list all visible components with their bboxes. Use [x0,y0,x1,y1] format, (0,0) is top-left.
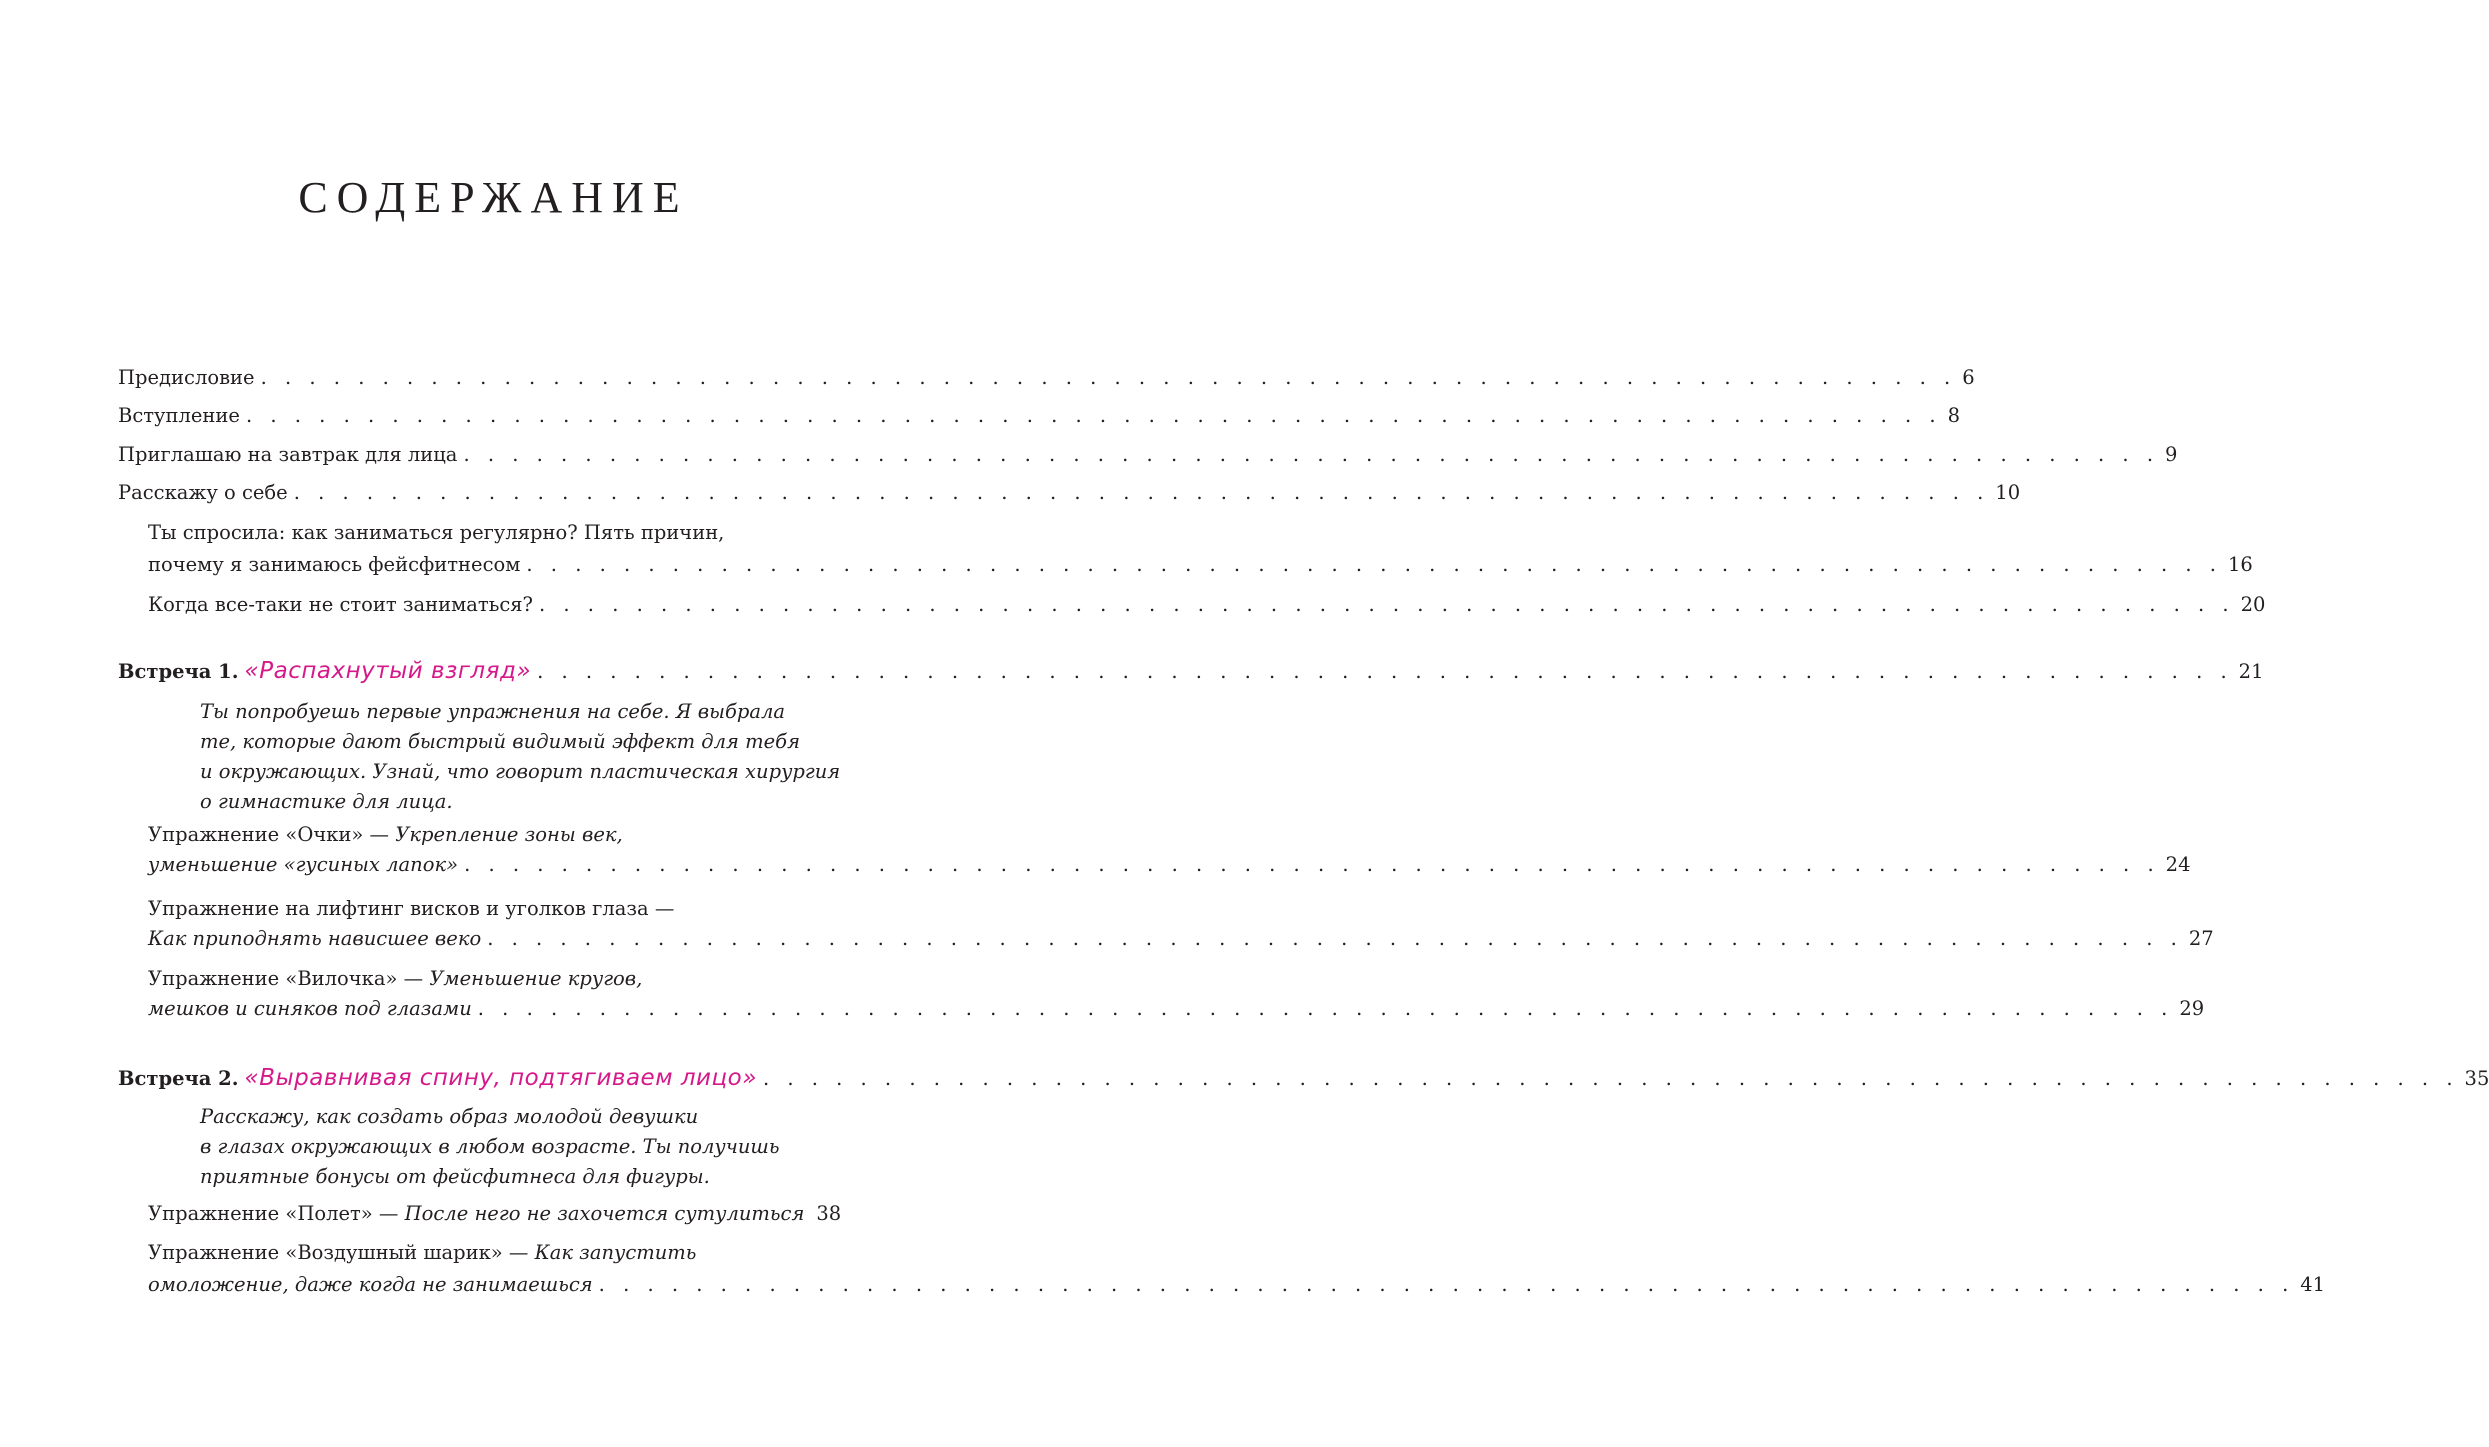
description-line: Расскажу, как создать образ молодой девушки [200,1105,699,1128]
exercise-desc: После него не захочется сутулиться [404,1202,805,1225]
page-number: 8 [1947,404,1960,427]
page-number: 38 [816,1202,842,1225]
exercise-desc: Уменьшение кругов, [429,967,643,990]
description-line: о гимнастике для лица. [200,790,453,813]
dot-leader: . . . . . . . . . . . . . . . . . . . . . . . . . . . . . . . . . . . . . . . . . . . . . . . . . . . . . . . . . . . . . . . . . . . . . . [762,1067,2459,1090]
exercise-name: Упражнение «Вилочка» [148,967,398,990]
page-title: СОДЕРЖАНИЕ [298,173,689,222]
exercise-desc: Укрепление зоны век, [395,823,623,846]
toc-exercise-glasses-line1[interactable] [148,823,623,847]
exercise-desc: Как запустить [534,1241,697,1264]
dot-leader: . . . . . . . . . . . . . . . . . . . . . . . . . . . . . . . . . . . . . . . . . . . . . . . . . . . . . . . . . . . . . . . . . . . . . . [477,997,2174,1020]
exercise-desc: Как приподнять нависшее веко [148,927,482,950]
page-number: 24 [2165,853,2191,876]
exercise-desc: мешков и синяков под глазами [148,997,472,1020]
description-line: Ты попробуешь первые упражнения на себе. Я выбрала [200,700,785,723]
toc-entry-about[interactable] [118,481,2021,505]
chapter-prefix: Встреча 1. [118,660,239,683]
chapter-description [200,697,841,817]
description-line: и окружающих. Узнай, что говорит пластическая хирургия [200,760,841,783]
toc-exercise-balloon-line1[interactable] [148,1241,696,1265]
toc-entry-why-line1[interactable]: Ты спросила: как заниматься регулярно? Пять причин, [148,521,725,544]
toc-exercise-fork-line1[interactable] [148,967,642,991]
description-line: те, которые дают быстрый видимый эффект для тебя [200,730,800,753]
exercise-name: Упражнение «Очки» [148,823,364,846]
exercise-name: Упражнение «Воздушный шарик» [148,1241,503,1264]
toc-entry-label: Приглашаю на завтрак для лица [118,443,458,466]
toc-exercise-balloon[interactable] [148,1273,2326,1297]
exercise-desc: омоложение, даже когда не занимаешься [148,1273,593,1296]
chapter-prefix: Встреча 2. [118,1067,239,1090]
page-number: 35 [2464,1067,2489,1090]
page-number: 6 [1962,366,1975,389]
toc-entry-label: почему я занимаюсь фейсфитнесом [148,553,521,576]
description-line: в глазах окружающих в любом возрасте. Ты получишь [200,1135,780,1158]
toc-entry-label: Предисловие [118,366,255,389]
toc-entry-why[interactable] [148,553,2253,577]
toc-exercise-fork[interactable] [148,997,2205,1021]
dot-leader: . . . . . . . . . . . . . . . . . . . . . . . . . . . . . . . . . . . . . . . . . . . . . . . . . . . . . . . . . . . . . . . . . . . . . . [245,404,1942,427]
page-number: 41 [2300,1273,2326,1296]
page-number: 21 [2238,660,2264,683]
dot-leader: . . . . . . . . . . . . . . . . . . . . . . . . . . . . . . . . . . . . . . . . . . . . . . . . . . . . . . . . . . . . . . . . . . . . . . [487,927,2183,950]
page-number: 9 [2165,443,2178,466]
toc-chapter-meeting-2[interactable] [118,1065,2489,1091]
chapter-description [200,1102,820,1192]
dot-leader: . . . . . . . . . . . . . . . . . . . . . . . . . . . . . . . . . . . . . . . . . . . . . . . . . . . . . . . . . . . . . . . . . . . . . . [539,593,2235,616]
dot-leader: . . . . . . . . . . . . . . . . . . . . . . . . . . . . . . . . . . . . . . . . . . . . . . . . . . . . . . . . . . . . . . . . . . . . . . [293,481,1990,504]
toc-entry-label: Расскажу о себе [118,481,288,504]
exercise-name: Упражнение «Полет» [148,1202,373,1225]
toc-entry-label: Когда все-таки не стоит заниматься? [148,593,534,616]
exercise-dash: — [363,823,396,846]
toc-entry-intro[interactable] [118,404,1960,428]
exercise-dash: — [502,1241,535,1264]
exercise-desc: уменьшение «гусиных лапок» [148,853,459,876]
page-number: 20 [2240,593,2266,616]
toc-entry-label: Вступление [118,404,240,427]
chapter-title: «Выравнивая спину, подтягиваем лицо» [244,1065,757,1091]
dot-leader: . . . . . . . . . . . . . . . . . . . . . . . . . . . . . . . . . . . . . . . . . . . . . . . . . . . . . . . . . . . . . . . . . . . . . . [260,366,1957,389]
dot-leader: . . . . . . . . . . . . . . . . . . . . . . . . . . . . . . . . . . . . . . . . . . . . . . . . . . . . . . . . . . . . . . . . . . . . . . [598,1273,2295,1296]
dot-leader: . . . . . . . . . . . . . . . . . . . . . . . . . . . . . . . . . . . . . . . . . . . . . . . . . . . . . . . . . . . . . . . . . . . . . . [537,660,2233,683]
toc-entry-preface[interactable] [118,366,1975,390]
page-number: 10 [1995,481,2021,504]
toc-entry-breakfast[interactable] [118,443,2178,467]
chapter-title: «Распахнутый взгляд» [244,658,532,684]
toc-exercise-glasses[interactable] [148,853,2191,877]
dot-leader: . . . . . . . . . . . . . . . . . . . . . . . . . . . . . . . . . . . . . . . . . . . . . . . . . . . . . . . . . . . . . . . . . . . . . . [526,553,2222,576]
toc-exercise-temple-line1[interactable]: Упражнение на лифтинг висков и уголков глаза — [148,897,675,920]
exercise-dash: — [397,967,430,990]
description-line: приятные бонусы от фейсфитнеса для фигуры. [200,1165,710,1188]
page-number: 16 [2228,553,2253,576]
toc-entry-when-not[interactable] [148,593,2266,617]
exercise-dash: — [372,1202,405,1225]
toc-exercise-flight[interactable] [148,1202,840,1226]
toc-chapter-meeting-1[interactable] [118,658,2264,684]
page-number: 29 [2179,997,2205,1020]
dot-leader: . . . . . . . . . . . . . . . . . . . . . . . . . . . . . . . . . . . . . . . . . . . . . . . . . . . . . . . . . . . . . . . . . . . . . . [463,443,2160,466]
toc-exercise-temple[interactable] [148,927,2214,951]
dot-leader: . . . . . . . . . . . . . . . . . . . . . . . . . . . . . . . . . . . . . . . . . . . . . . . . . . . . . . . . . . . . . . . . . . . . . . [464,853,2160,876]
page-number: 27 [2188,927,2214,950]
